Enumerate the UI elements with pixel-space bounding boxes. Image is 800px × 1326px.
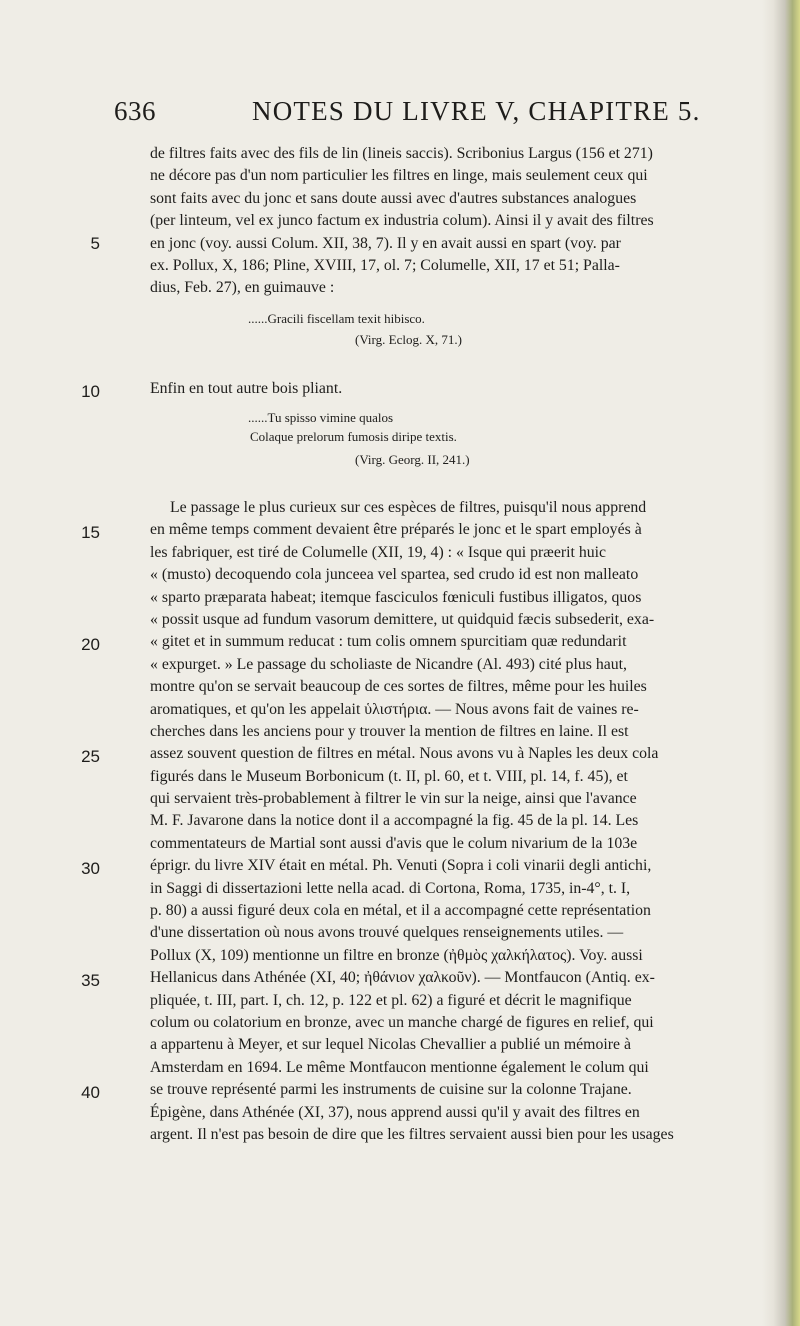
- text-line: ne décore pas d'un nom particulier les filtres en linge, mais seulement ceux qui: [150, 167, 648, 185]
- text-line: de filtres faits avec des fils de lin (lineis saccis). Scribonius Largus (156 et 271): [150, 145, 653, 162]
- text-line: (per linteum, vel ex junco factum ex industria colum). Ainsi il y avait des filtres: [150, 212, 654, 230]
- text-line: d'une dissertation où nous avons trouvé quelques renseignements utiles. —: [150, 924, 624, 942]
- text-line: Hellanicus dans Athénée (XI, 40; ἠθάνιον χαλκοῦν). — Montfaucon (Antiq. ex-: [150, 969, 655, 987]
- text-line: ex. Pollux, X, 186; Pline, XVIII, 17, ol. 7; Columelle, XII, 17 et 51; Palla-: [150, 256, 620, 274]
- text-line: Amsterdam en 1694. Le même Montfaucon mentionne également le colum qui: [150, 1058, 649, 1076]
- text-line: éprigr. du livre XIV était en métal. Ph. Venuti (Sopra i coli vinarii degli antichi,: [150, 857, 652, 875]
- text-line: aromatiques, et qu'on les appelait ὑλιστήρια. — Nous avons fait de vaines re-: [150, 700, 639, 718]
- running-title: NOTES DU LIVRE V, CHAPITRE 5.: [252, 96, 701, 126]
- paragraph-line-10: [150, 378, 740, 400]
- line-number: 15: [81, 523, 100, 542]
- text-line: Le passage le plus curieux sur ces espèces de filtres, puisqu'il nous apprend: [170, 499, 647, 516]
- text-line: Pollux (X, 109) mentionne un filtre en bronze (ἠθμὸς χαλκήλατος). Voy. aussi: [150, 946, 643, 964]
- text-line: Épigène, dans Athénée (XI, 37), nous apprend aussi qu'il y avait des filtres en: [150, 1103, 640, 1121]
- text-line: sont faits avec du jonc et sans doute aussi avec d'autres substances analogues: [150, 189, 637, 207]
- text-line: qui servaient très-probablement à filtrer le vin sur la neige, ainsi que l'avance: [150, 790, 637, 808]
- text-line: pliquée, t. III, part. I, ch. 12, p. 122 et pl. 62) a figuré et décrit le magnifique: [150, 991, 632, 1009]
- text-line: in Saggi di dissertazioni lette nella acad. di Cortona, Roma, 1735, in-4°, t. I,: [150, 879, 631, 897]
- text-line: assez souvent question de filtres en métal. Nous avons vu à Naples les deux cola: [150, 745, 659, 763]
- line-number: 10: [81, 382, 100, 401]
- paragraph-block-1: [150, 143, 740, 300]
- text-line: a appartenu à Meyer, et sur lequel Nicolas Chevallier a publié un mémoire à: [150, 1036, 631, 1054]
- verse-source: (Virg. Georg. II, 241.): [355, 452, 470, 467]
- text-line: « (musto) decoquendo cola junceea vel spartea, sed crudo id est non malleato: [150, 566, 639, 584]
- page-edge-binding: [762, 0, 800, 1326]
- verse-source: (Virg. Eclog. X, 71.): [355, 332, 462, 347]
- text-line: montre qu'on se servait beaucoup de ces sortes de filtres, même pour les huiles: [150, 678, 647, 696]
- paragraph-block-2: [150, 497, 740, 1146]
- line-number: 5: [90, 234, 100, 253]
- text-line: « possit usque ad fundum vasorum demittere, ut quidquid fæcis subsederit, exa-: [150, 610, 655, 628]
- line-number: 20: [81, 635, 100, 654]
- text-line: en jonc (voy. aussi Colum. XII, 38, 7). Il y en avait aussi en spart (voy. par: [150, 234, 621, 252]
- text-line: se trouve représenté parmi les instruments de cuisine sur la colonne Trajane.: [150, 1081, 632, 1099]
- text-line: colum ou colatorium en bronze, avec un manche chargé de figures en relief, qui: [150, 1013, 654, 1031]
- verse-quote: ......Tu spisso vimine qualos: [248, 410, 394, 425]
- text-line: commentateurs de Martial sont aussi d'avis que le colum nivarium de la 103e: [150, 834, 638, 852]
- line-number: 25: [81, 747, 100, 766]
- text-line: « sparto præparata habeat; itemque fasciculos fœniculi fustibus illigatos, quos: [150, 588, 642, 606]
- line-number: 40: [81, 1083, 100, 1102]
- page-header: [0, 96, 762, 136]
- text-line: argent. Il n'est pas besoin de dire que les filtres servaient aussi bien pour les usages: [150, 1125, 674, 1143]
- verse-quote: Colaque prelorum fumosis diripe textis.: [250, 429, 457, 444]
- text-line: « expurget. » Le passage du scholiaste de Nicandre (Al. 493) cité plus haut,: [150, 655, 627, 673]
- text-line: cherches dans les anciens pour y trouver la mention de filtres en laine. Il est: [150, 722, 629, 740]
- verse-quote: ......Gracili fiscellam texit hibisco.: [248, 311, 425, 326]
- text-line: figurés dans le Museum Borbonicum (t. II, pl. 60, et t. VIII, pl. 14, f. 45), et: [150, 767, 628, 785]
- page-number: 636: [114, 96, 156, 126]
- text-line: M. F. Javarone dans la notice dont il a accompagné la fig. 45 de la pl. 14. Les: [150, 812, 639, 830]
- text-line: en même temps comment devaient être préparés le jonc et le spart employés à: [150, 521, 642, 539]
- line-number: 30: [81, 859, 100, 878]
- text-line: dius, Feb. 27), en guimauve :: [150, 279, 335, 297]
- text-line: « gitet et in summum reducat : tum colis omnem spurcitiam quæ redundarit: [150, 633, 627, 651]
- text-line: p. 80) a aussi figuré deux cola en métal, et il a accompagné cette représentation: [150, 902, 651, 920]
- text-line: les fabriquer, est tiré de Columelle (XII, 19, 4) : « Isque qui præerit huic: [150, 543, 607, 561]
- text-line: Enfin en tout autre bois pliant.: [150, 380, 343, 397]
- line-number: 35: [81, 971, 100, 990]
